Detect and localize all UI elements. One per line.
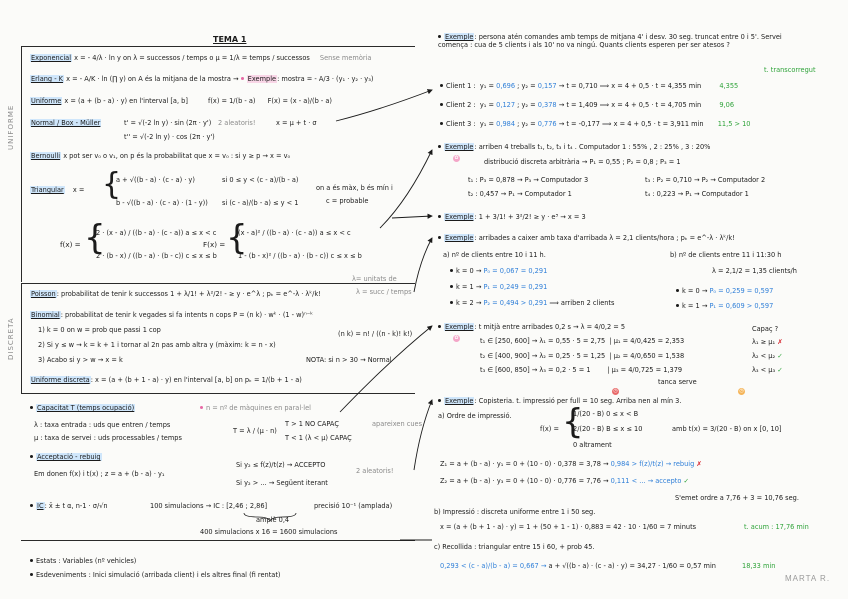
uniforme-discreta-label: Uniforme discreta (31, 376, 90, 384)
ex5-r0: t₁ ∈ [250, 600] → λ₁ = 0,55 · 5 = 2,75 | μ₁ = 4/0,425 = 2,353 (480, 337, 685, 345)
acceptacio-s2: Si y₂ > ... → Següent iterant (236, 479, 328, 487)
tri-Fx-label: F(x) = (203, 240, 226, 249)
ex5-label: Exemple (445, 323, 474, 331)
uniforme-formula: x = (a + (b - a) · y) en l'interval [a, b] (64, 97, 188, 105)
ex4-label: Exemple (445, 234, 474, 242)
capacitat-note: n = nº de màquines en paral·lel (200, 404, 311, 412)
tri-Fx-l1: (x - a)² / ((b - a) · (c - a)) a ≤ x < c (238, 229, 351, 237)
ex4-b: b) nº de clients entre 11 i 11:30 h (670, 251, 782, 259)
check-icon: ✓ (683, 477, 690, 485)
triangular-label: Triangular (31, 186, 64, 194)
acceptacio-note: 2 aleatoris! (356, 467, 394, 475)
ex4-lambda: λ = 2,1/2 = 1,35 clients/h (712, 267, 797, 275)
ex6-bform: x = (a + (b + 1 - a) · y) = 1 + (50 + 1 - 1) · 0,883 = 42 · 10 · 1/60 = 7 minuts (440, 523, 697, 531)
cross-icon: ✗ (777, 338, 783, 346)
ex5-cmp-1: λ₂ < μ₂ ✓ (752, 352, 783, 360)
ex6-tx: amb t(x) = 3/(20 - B) on x [0, 10] (672, 425, 782, 433)
binomial-step2: 2) Si y ≤ w → k = k + 1 i tornar al 2n pas amb altra y (màxim: k = n - x) (38, 341, 276, 349)
ex5-text: : t mitjà entre arribades 0,2 s → λ = 4/0,2 = 5 (474, 323, 626, 331)
uniforme-f: f(x) = 1/(b - a) (208, 97, 256, 105)
binomial-formula: : probabilitat de tenir k vegades si fa intents n cops P = (n k) · wᵏ · (1 - w)ⁿ⁻ᵏ (60, 311, 314, 319)
arrow-normal-to-ex1 (336, 90, 432, 121)
uniforme-label: Uniforme (31, 97, 62, 105)
erlang-example-label: Exemple (247, 75, 277, 83)
triangular-cond2: si (c - a)/(b - a) ≤ y < 1 (222, 199, 299, 207)
triangular-note1: on a és màx, b és mín i (316, 184, 393, 192)
ex6-bacc: t. acum : 17,76 min (744, 523, 809, 531)
bernoulli-label: Bernoulli (31, 152, 61, 160)
ex6-r1: Z₁ = a + (b - a) · y₁ = 0 + (10 - 0) · 0,378 = 3,78 → 0,984 > f(z)/t(z) → rebuig ✗ (440, 460, 702, 468)
capacitat-l2: μ : taxa de servei : uds processables / temps (34, 434, 182, 442)
tri-fx-l1: 2 · (x - a) / ((b - a) · (c - a)) a ≤ x < c (96, 229, 217, 237)
triangular-note2: c = probable (326, 197, 369, 205)
ic-underbrace (244, 513, 296, 521)
ex2-label: Exemple (445, 143, 474, 151)
poisson-note: λ = succ / temps (356, 288, 412, 296)
tri-fx-l2: 2 · (b - x) / ((b - a) · (b - c)) c ≤ x ≤ b (96, 252, 217, 260)
estats-text: Estats : Variables (nº vehicles) (36, 557, 137, 565)
poisson-formula: : probabilitat de tenir k successos 1 + λ/1! + λ²/2! - ≥ y · e^λ ; pₖ = e^-λ · λᵏ/k! (56, 290, 321, 298)
triangular-brace: { (102, 167, 122, 202)
ex6-clock-icon-1: ◷ (613, 388, 618, 394)
capacitat-T: T = λ / (μ · n) (233, 427, 277, 435)
binomial-label: Binomial (31, 311, 60, 319)
ic-amp: amplè 0,4 (256, 516, 290, 524)
ex2-a1: t₁ : P₃ = 0,878 → P₃ → Computador 3 (468, 176, 589, 184)
exponencial-formula: x = - 4/λ · ln y on λ = successos / temps o μ = 1/λ = temps / successos (74, 54, 310, 62)
normal-l2: t'' = √(-2 ln y) · cos (2π · y') (124, 133, 215, 141)
ex6-brace: { (562, 402, 584, 442)
ex4-la-2: k = 2 → P₂ = 0,494 > 0,291 ⟹ arriben 2 clients (450, 299, 614, 307)
ex5-flower-icon: ✿ (454, 335, 459, 341)
arrow-poisson-to-ex4 (414, 238, 432, 292)
ex4-lb-0: k = 0 → P₀ = 0,259 = 0,597 (676, 287, 773, 295)
exponencial-label: Exponencial (31, 54, 72, 62)
ex6-pdf3: 0 altrament (573, 441, 612, 449)
side-label-discreta: DISCRETA (7, 317, 15, 360)
page-title: TEMA 1 (213, 35, 247, 44)
capacitat-r2: T < 1 (λ < μ) CAPAÇ (285, 434, 352, 442)
ex6-clock-icon-2: ◷ (739, 388, 744, 394)
erlang-example-formula: : mostra = - A/3 · (y₁ · y₂ · y₃) (277, 75, 374, 83)
ex2-a2: t₂ : 0,457 → P₁ → Computador 1 (468, 190, 572, 198)
binomial-nota: NOTA: si n > 30 → Normal (306, 356, 392, 364)
ex4-text: : arribades a caixer amb taxa d'arribada λ = 2,1 clients/hora ; pₖ = e^-λ · λᵏ/k! (474, 234, 735, 242)
ex2-flower-icon: ✿ (454, 155, 459, 161)
ex2-sub: distribució discreta arbitrària → P₁ = 0,55 ; P₂ = 0,8 ; P₃ = 1 (484, 158, 681, 166)
ex6-fx-label: f(x) = (540, 425, 559, 433)
ex2-text: : arriben 4 treballs t₁, t₂, t₃ i t₄ . Computador 1 : 55% , 2 : 25% , 3 : 20% (474, 143, 711, 151)
ex6-label: Exemple (445, 397, 474, 405)
ex5-cmp-0: λ₁ ≥ μ₁ ✗ (752, 338, 783, 346)
ex1-text: : persona atén comandes amb temps de mitjana 4' i desv. 30 seg. truncat entre 0 i 5'. Servei comença : cua de 5 clients i als 10' no va ningú. Quants clients esperen per ser atesos ? (438, 33, 782, 50)
ex4-a: a) nº de clients entre 10 i 11 h. (443, 251, 546, 259)
ic-formula: : x̄ ± t α, n-1 · σ/√n (44, 502, 108, 510)
triangular-label-row: Triangular x = (31, 186, 85, 194)
normal-note: 2 aleatoris! (218, 119, 256, 127)
ex1-client-1: Client 1 : y₁ = 0,696 ; y₂ = 0,157 → t = 0,710 ⟹ x = 4 + 0,5 · t = 4,355 min 4,355 (440, 82, 738, 90)
uniforme-discreta-formula: : x = (a + (b + 1 - a) · y) en l'interval [a, b] on pₖ = 1/(b + 1 - a) (90, 376, 302, 384)
ex6-cacc: 18,33 min (742, 562, 776, 570)
ex6-pdf1: 1/(20 - B) 0 ≤ x < B (573, 410, 639, 418)
binomial-step1: 1) k = 0 on w = prob que passi 1 cop (38, 326, 161, 334)
ex5-r1: t₂ ∈ [400, 900] → λ₂ = 0,25 · 5 = 1,25 | μ₂ = 4/0,650 = 1,538 (480, 352, 685, 360)
ex6-a: a) Ordre de impressió. (438, 412, 512, 420)
capacitat-l1: λ : taxa entrada : uds que entren / temps (34, 421, 171, 429)
uniforme-F: F(x) = (x - a)/(b - a) (267, 97, 332, 105)
ex6-text: : Copisteria. t. impressió per full = 10 seg. Arriba nen al mín 3. (474, 397, 682, 405)
binomial-nck: (n k) = n! / ((n - k)! k!) (338, 330, 413, 338)
check-icon: ✓ (777, 352, 783, 360)
arrow-disc-to-ex3 (392, 216, 432, 218)
esdeveniments-text: Esdeveniments : Inici simulació (arribada client) i els altres final (fi rentat) (36, 571, 281, 579)
tri-fx-brace: { (84, 218, 106, 258)
normal-label: Normal / Box - Müller (31, 119, 101, 127)
poisson-label: Poisson (31, 290, 56, 298)
ex4-la-0: k = 0 → P₀ = 0,067 = 0,291 (450, 267, 547, 275)
erlang-formula: x = - A/K · ln (∏ y) on A és la mitjana de la mostra → (66, 75, 239, 83)
binomial-step3: 3) Acabo si y > w → x = k (38, 356, 123, 364)
ex3-formula: : 1 + 3/1! + 3²/2! ≥ y · e³ → x = 3 (474, 213, 586, 221)
ex4-la-1: k = 1 → P₁ = 0,249 = 0,291 (450, 283, 547, 291)
ex1-label: Exemple (445, 33, 474, 41)
ex4-lb-1: k = 1 → P₁ = 0,609 > 0,597 (676, 302, 773, 310)
acceptacio-l1: Em donen f(x) i t(x) ; z = a + (b - a) · y₁ (34, 470, 165, 478)
ex5-cmp-2: λ₃ < μ₃ ✓ (752, 366, 783, 374)
arrow-cap-to-ex5 (340, 326, 432, 412)
tri-fx-label: f(x) = (60, 240, 81, 249)
ex5-capas: Capaç ? (752, 325, 779, 333)
ex1-trunc-label: t. transcorregut (764, 66, 816, 74)
ex2-b2: t₄ : 0,223 → P₁ → Computador 1 (645, 190, 749, 198)
ex3-label: Exemple (445, 213, 474, 221)
ex5-r2: t₃ ∈ [600, 850] → λ₃ = 0,2 · 5 = 1 | μ₃ = 4/0,725 = 1,379 (480, 366, 683, 374)
capacitat-label: Capacitat T (temps ocupació) (37, 404, 135, 412)
ic-result: 400 simulacions x 16 = 1600 simulacions (200, 528, 338, 536)
ex6-emet: S'emet ordre a 7,76 + 3 = 10,76 seg. (675, 494, 799, 502)
ex5-cua: tanca serve (658, 378, 697, 386)
ex1-client-2: Client 2 : y₁ = 0,127 ; y₂ = 0,378 → t = 1,409 ⟹ x = 4 + 0,5 · t = 4,705 min 9,06 (440, 101, 734, 109)
tri-Fx-brace: { (226, 218, 248, 258)
tri-Fx-l2: 1 - (b - x)² / ((b - a) · (b - c)) c ≤ x ≤ b (238, 252, 362, 260)
normal-l1: t' = √(-2 ln y) · sin (2π · y') (124, 119, 212, 127)
side-label-uniforme: UNIFORME (7, 104, 15, 150)
ex6-b: b) Impressió : discreta uniforme entre 1 i 50 seg. (434, 508, 596, 516)
arrow-acc-to-ex6 (414, 400, 432, 470)
ex1-client-3: Client 3 : y₁ = 0,984 ; y₂ = 0,776 → t = -0,177 ⟹ x = 4 + 0,5 · t = 3,911 min 11,5 > 10 (440, 120, 751, 128)
triangular-case2: b - √((b - a) · (c - a) · (1 - y)) (116, 199, 208, 207)
ex6-r2: Z₂ = a + (b - a) · y₃ = 0 + (10 - 0) · 0,776 = 7,76 → 0,111 < ... → accepto ✓ (440, 477, 690, 485)
exponencial-note: Sense memòria (319, 54, 372, 62)
acceptacio-s1: Si y₂ ≤ f(z)/t(z) → ACCEPTO (236, 461, 326, 469)
check-icon: ✓ (777, 366, 783, 374)
ic-precisio: precisió 10⁻¹ (amplada) (314, 502, 393, 510)
ic-sims: 100 simulacions → IC : [2,46 ; 2,86] (150, 502, 268, 510)
triangular-cond1: si 0 ≤ y < (c - a)/(b - a) (222, 176, 299, 184)
erlang-label: Erlang - K (31, 75, 64, 83)
ex2-b1: t₃ : P₂ = 0,710 → P₂ → Computador 2 (645, 176, 766, 184)
ex6-c: c) Recollida : triangular entre 15 i 60, + prob 45. (434, 543, 595, 551)
acceptacio-label: Acceptació - rebuig (37, 453, 101, 461)
ic-label: IC (37, 502, 44, 510)
ex6-pdf2: 2/(20 - B) B ≤ x ≤ 10 (573, 425, 643, 433)
ex6-cform: 0,293 < (c - a)/(b - a) = 0,667 → a + √((b - a) · (c - a) · y) = 34,27 · 1/60 = 0,57 min (440, 562, 716, 570)
capacitat-r3: apareixen cues (372, 420, 423, 428)
capacitat-r1: T > 1 NO CAPAÇ (285, 420, 339, 428)
normal-result: x = μ + t · σ (276, 119, 317, 127)
triangular-case1: a + √((b - a) · (c - a) · y) (116, 176, 195, 184)
poisson-note-top: λ= unitats de (352, 275, 397, 283)
bernoulli-formula: x pot ser v₀ o v₁, on p és la probabilitat que x = v₀ : si y ≥ p → x = v₀ (63, 152, 291, 160)
signature: MARTA R. (785, 574, 831, 583)
cross-icon: ✗ (696, 460, 702, 468)
